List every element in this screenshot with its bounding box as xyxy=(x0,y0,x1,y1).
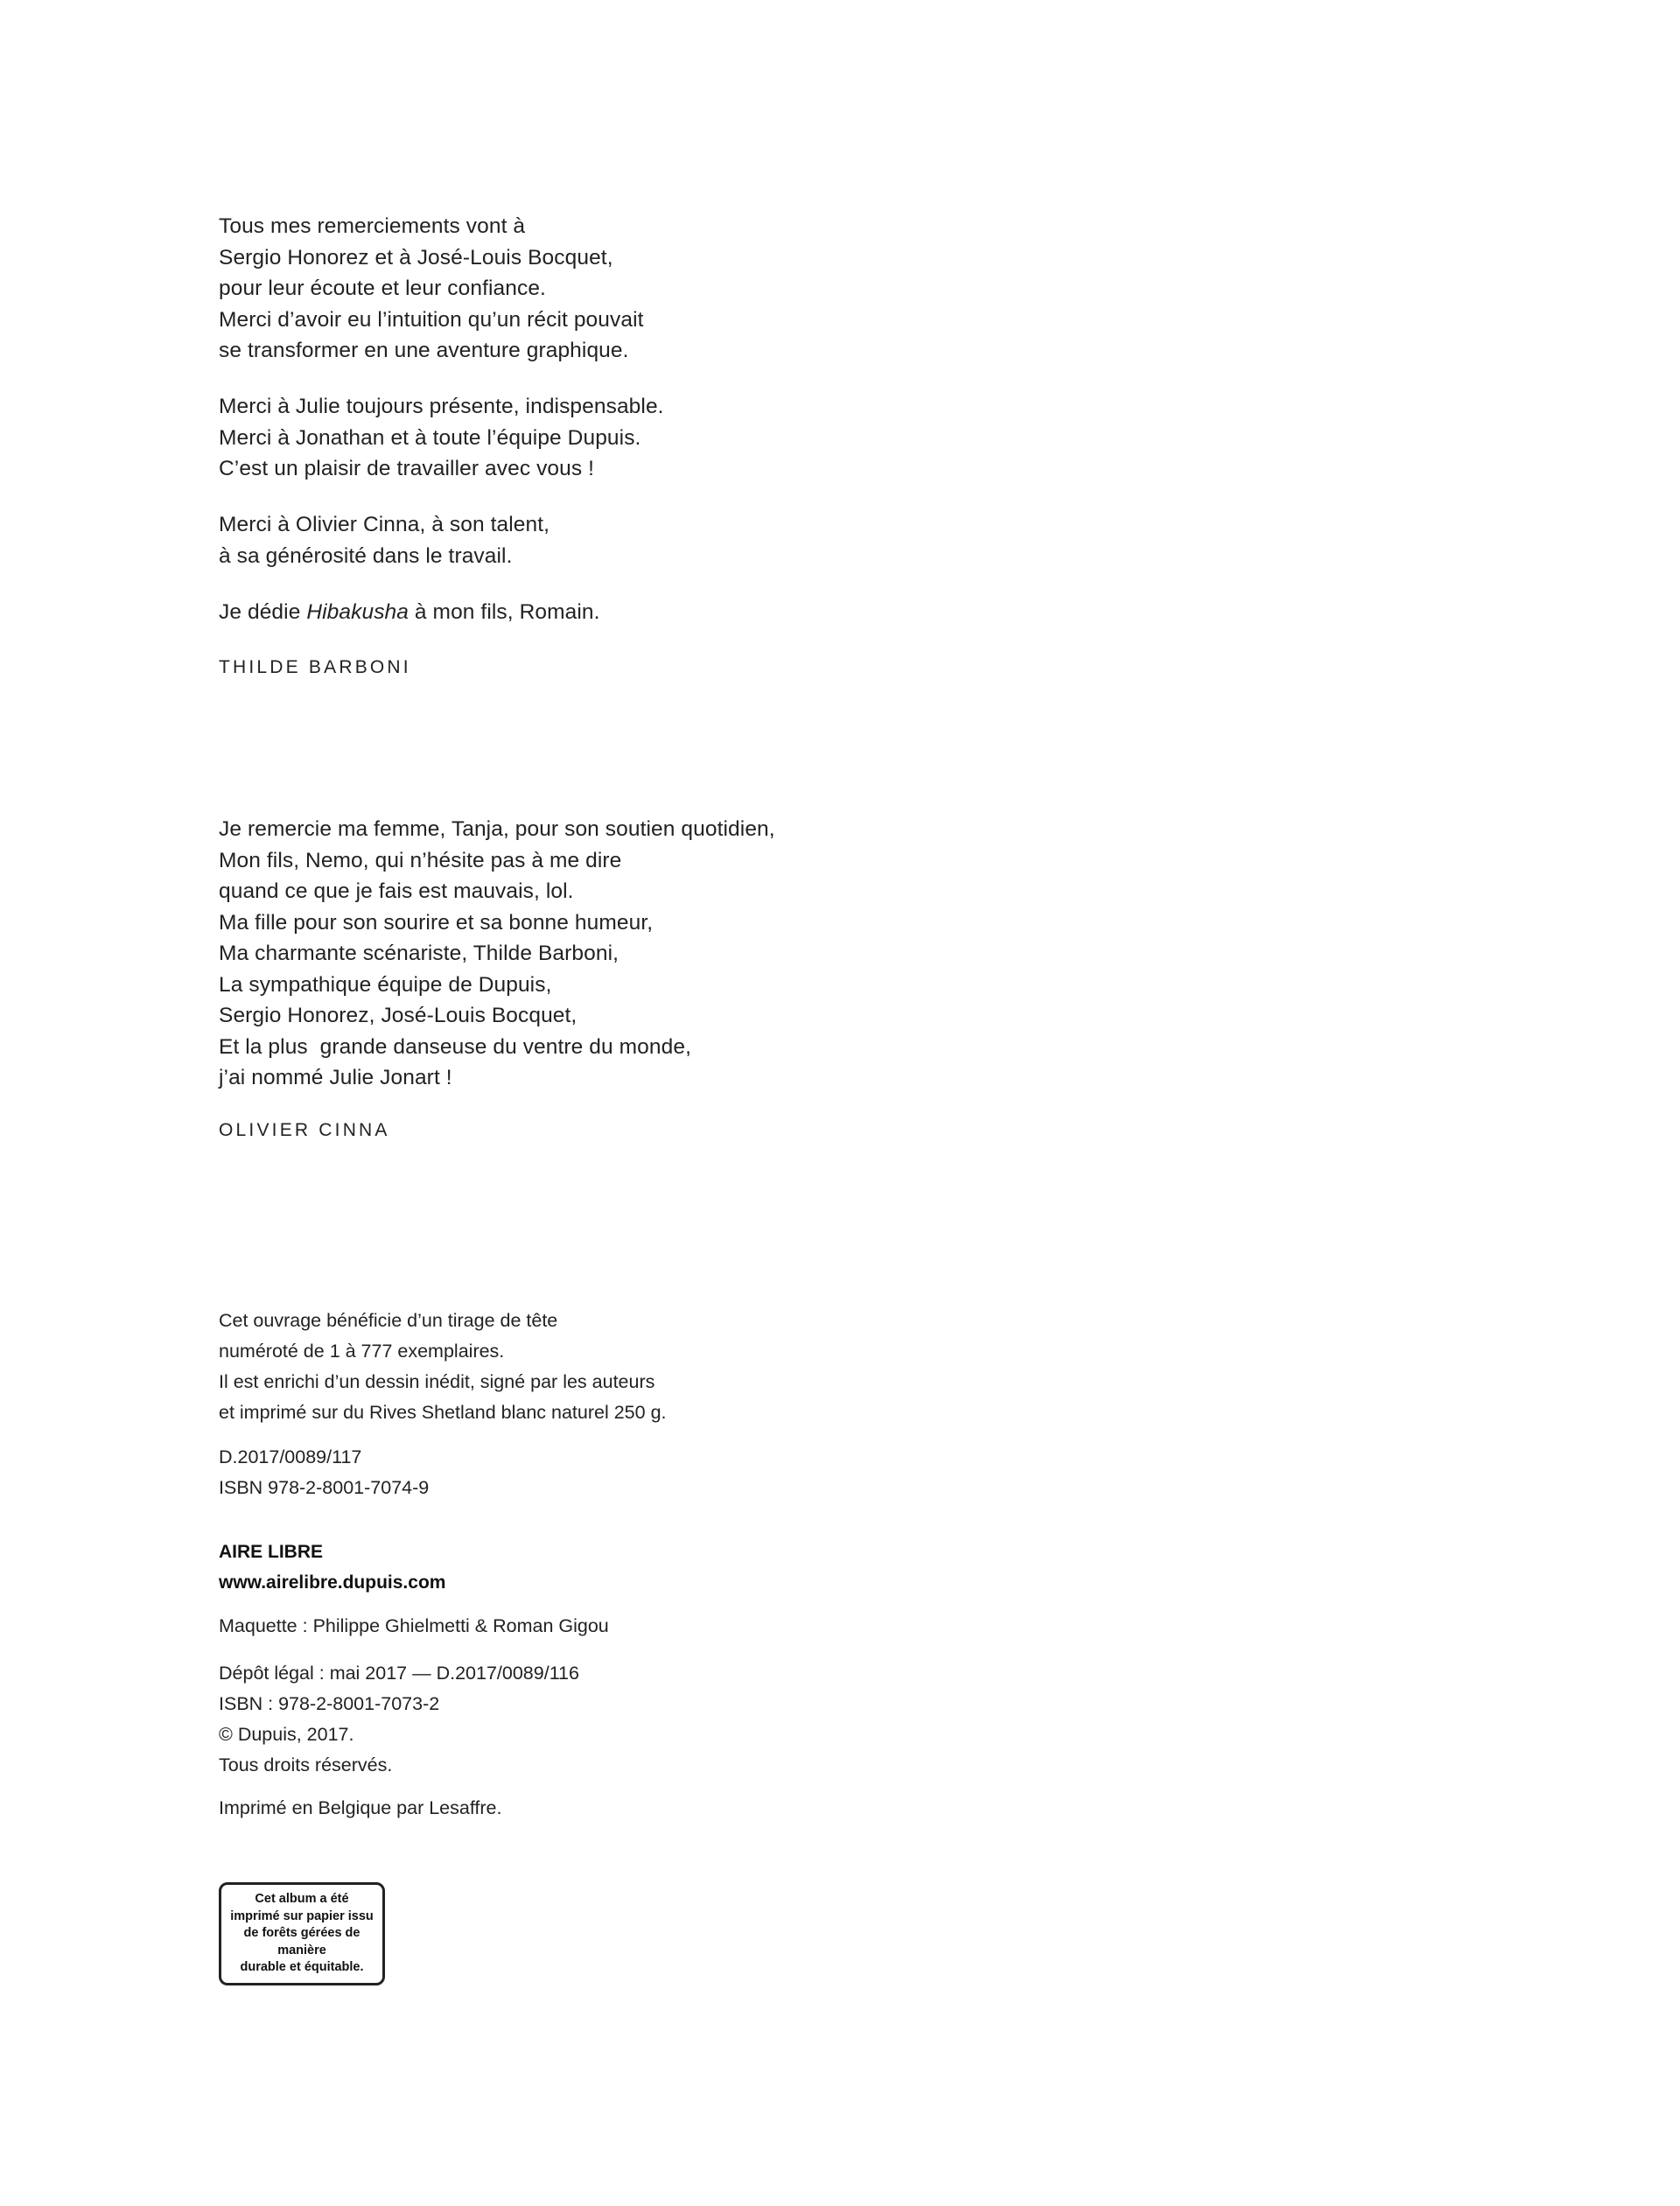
collection-name: AIRE LIBRE xyxy=(219,1542,324,1562)
text-line: Imprimé en Belgique par Lesaffre. xyxy=(219,1797,502,1818)
dedication-suffix: à mon fils, Romain. xyxy=(409,600,600,624)
eco-label-line: manière xyxy=(277,1943,326,1957)
acknowledgement-paragraph-3 xyxy=(219,509,1181,571)
signature-thilde-barboni: THILDE BARBONI xyxy=(219,657,411,677)
legal-deposit: Dépôt légal : mai 2017 — D.2017/0089/116 xyxy=(219,1663,579,1684)
legal-info xyxy=(219,1658,1181,1781)
text-line: Merci à Jonathan et à toute l’équipe Dupuis. xyxy=(219,425,641,450)
text-line: Tous mes remerciements vont à xyxy=(219,214,526,238)
acknowledgement-olivier-cinna xyxy=(219,814,1181,1094)
acknowledgement-paragraph-1 xyxy=(219,211,1181,367)
eco-label-line: imprimé sur papier issu xyxy=(230,1908,374,1923)
book-title: Hibakusha xyxy=(306,600,410,624)
publisher-info xyxy=(219,1537,1181,1598)
text-line: Sergio Honorez, José-Louis Bocquet, xyxy=(219,1004,578,1027)
eco-label-line: durable et équitable. xyxy=(240,1960,364,1975)
text-line: et imprimé sur du Rives Shetland blanc naturel 250 g. xyxy=(219,1402,667,1423)
text-line: Maquette : Philippe Ghielmetti & Roman Gigou xyxy=(219,1615,609,1636)
eco-paper-label xyxy=(219,1882,385,1985)
eco-label-line: Cet album a été xyxy=(255,1892,349,1907)
eco-label-line: de forêts gérées de xyxy=(243,1926,360,1941)
signature-olivier-cinna: OLIVIER CINNA xyxy=(219,1120,390,1140)
text-line: Il est enrichi d’un dessin inédit, signé par les auteurs xyxy=(219,1371,655,1392)
acknowledgement-paragraph-2 xyxy=(219,391,1181,485)
isbn: ISBN 978-2-8001-7074-9 xyxy=(219,1477,430,1498)
edition-note xyxy=(219,1306,1181,1428)
text-line: Merci d’avoir eu l’intuition qu’un récit pouvait xyxy=(219,307,644,332)
legal-deposit-number: D.2017/0089/117 xyxy=(219,1446,362,1467)
text-line: Ma fille pour son sourire et sa bonne humeur, xyxy=(219,910,654,935)
printer-info xyxy=(219,1793,1181,1824)
text-line: Et la plus grande danseuse du ventre du monde, xyxy=(219,1034,691,1059)
text-line: Je remercie ma femme, Tanja, pour son soutien quotidien, xyxy=(219,817,775,841)
text-line: Merci à Julie toujours présente, indispensable. xyxy=(219,395,664,418)
text-line: Cet ouvrage bénéficie d’un tirage de tête xyxy=(219,1310,558,1331)
copyright: © Dupuis, 2017. xyxy=(219,1724,354,1745)
text-line: pour leur écoute et leur confiance. xyxy=(219,277,546,300)
text-line: j’ai nommé Julie Jonart ! xyxy=(219,1066,452,1089)
text-line: se transformer en une aventure graphique. xyxy=(219,339,629,362)
publisher-website-link[interactable]: www.airelibre.dupuis.com xyxy=(219,1572,446,1593)
text-line: C’est un plaisir de travailler avec vous ! xyxy=(219,457,595,480)
dedication-prefix: Je dédie xyxy=(219,600,307,624)
text-line: Ma charmante scénariste, Thilde Barboni, xyxy=(219,942,620,965)
text-line: Merci à Olivier Cinna, à son talent, xyxy=(219,513,550,536)
text-line: La sympathique équipe de Dupuis, xyxy=(219,972,552,997)
edition-identifiers xyxy=(219,1442,1181,1503)
text-line: numéroté de 1 à 777 exemplaires. xyxy=(219,1341,505,1362)
text-line: à sa générosité dans le travail. xyxy=(219,543,513,568)
text-line: quand ce que je fais est mauvais, lol. xyxy=(219,879,574,903)
layout-credit xyxy=(219,1611,1181,1642)
text-line: Mon fils, Nemo, qui n’hésite pas à me dire xyxy=(219,848,622,872)
dedication xyxy=(219,597,1181,628)
isbn: ISBN : 978-2-8001-7073-2 xyxy=(219,1693,440,1714)
text-line: Sergio Honorez et à José-Louis Bocquet, xyxy=(219,245,613,270)
rights-reserved: Tous droits réservés. xyxy=(219,1754,393,1775)
